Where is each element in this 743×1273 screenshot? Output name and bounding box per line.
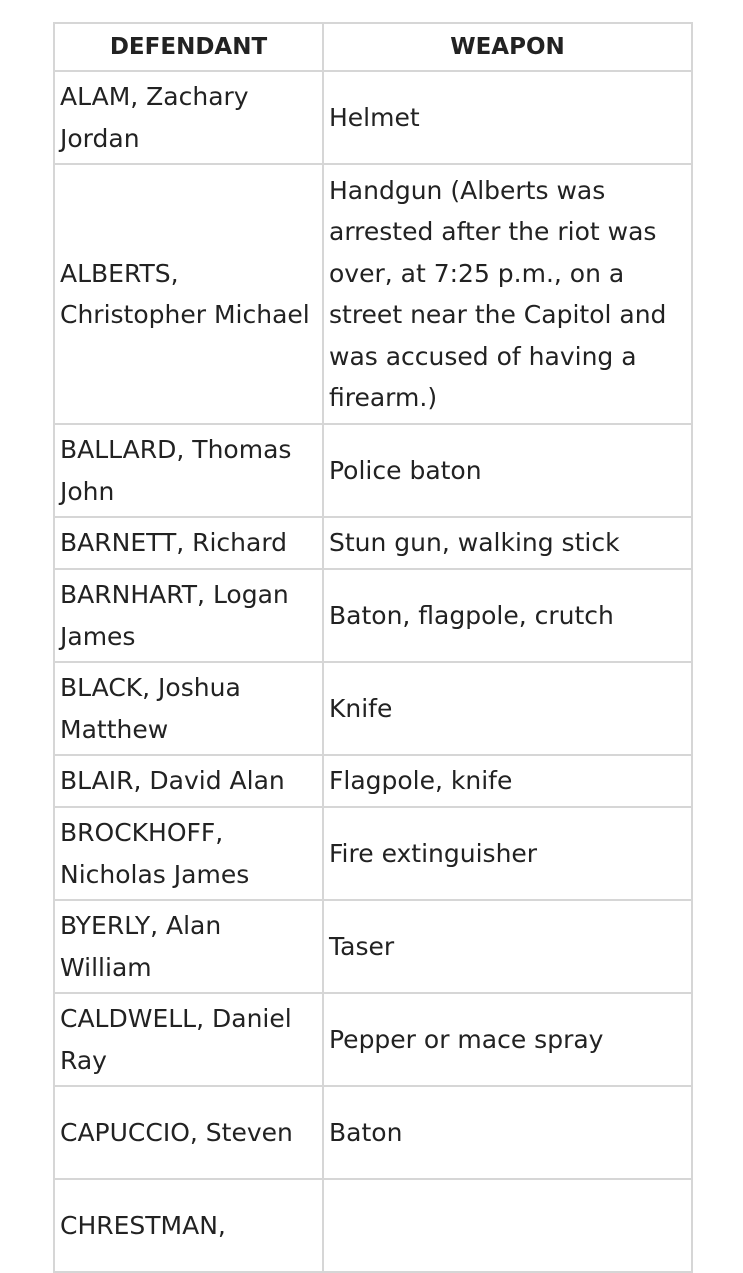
table-header-row	[54, 23, 692, 71]
weapon-cell: Taser	[323, 900, 692, 993]
defendant-cell: BLAIR, David Alan	[54, 755, 323, 807]
table-row	[54, 569, 692, 662]
defendant-cell: BROCKHOFF, Nicholas James	[54, 807, 323, 900]
table-row	[54, 517, 692, 569]
weapons-table-container	[53, 22, 691, 1273]
defendant-cell: CAPUCCIO, Steven	[54, 1086, 323, 1179]
weapon-cell: Baton	[323, 1086, 692, 1179]
defendant-weapon-table	[53, 22, 693, 1273]
table-row	[54, 755, 692, 807]
weapon-cell: Police baton	[323, 424, 692, 517]
table-row	[54, 662, 692, 755]
defendant-cell: BLACK, Joshua Matthew	[54, 662, 323, 755]
defendant-cell: ALAM, Zachary Jordan	[54, 71, 323, 164]
table-row	[54, 164, 692, 424]
weapon-cell: Flagpole, knife	[323, 755, 692, 807]
weapon-cell: Pepper or mace spray	[323, 993, 692, 1086]
defendant-cell: BYERLY, Alan William	[54, 900, 323, 993]
table-row	[54, 1086, 692, 1179]
defendant-cell: ALBERTS, Christopher Michael	[54, 164, 323, 424]
weapon-cell: Knife	[323, 662, 692, 755]
weapon-cell: Baton, flagpole, crutch	[323, 569, 692, 662]
defendant-cell: CHRESTMAN,	[54, 1179, 323, 1272]
table-row	[54, 1179, 692, 1272]
table-row	[54, 71, 692, 164]
weapon-cell: Handgun (Alberts was arrested after the riot was over, at 7:25 p.m., on a street near the Capitol and was accused of having a firearm.)	[323, 164, 692, 424]
table-row	[54, 807, 692, 900]
weapon-cell: Helmet	[323, 71, 692, 164]
weapon-cell: Stun gun, walking stick	[323, 517, 692, 569]
table-row	[54, 993, 692, 1086]
header-defendant: DEFENDANT	[54, 23, 323, 71]
weapon-cell	[323, 1179, 692, 1272]
table-row	[54, 900, 692, 993]
header-weapon: WEAPON	[323, 23, 692, 71]
table-row	[54, 424, 692, 517]
defendant-cell: CALDWELL, Daniel Ray	[54, 993, 323, 1086]
defendant-cell: BALLARD, Thomas John	[54, 424, 323, 517]
weapon-cell: Fire extinguisher	[323, 807, 692, 900]
defendant-cell: BARNETT, Richard	[54, 517, 323, 569]
defendant-cell: BARNHART, Logan James	[54, 569, 323, 662]
